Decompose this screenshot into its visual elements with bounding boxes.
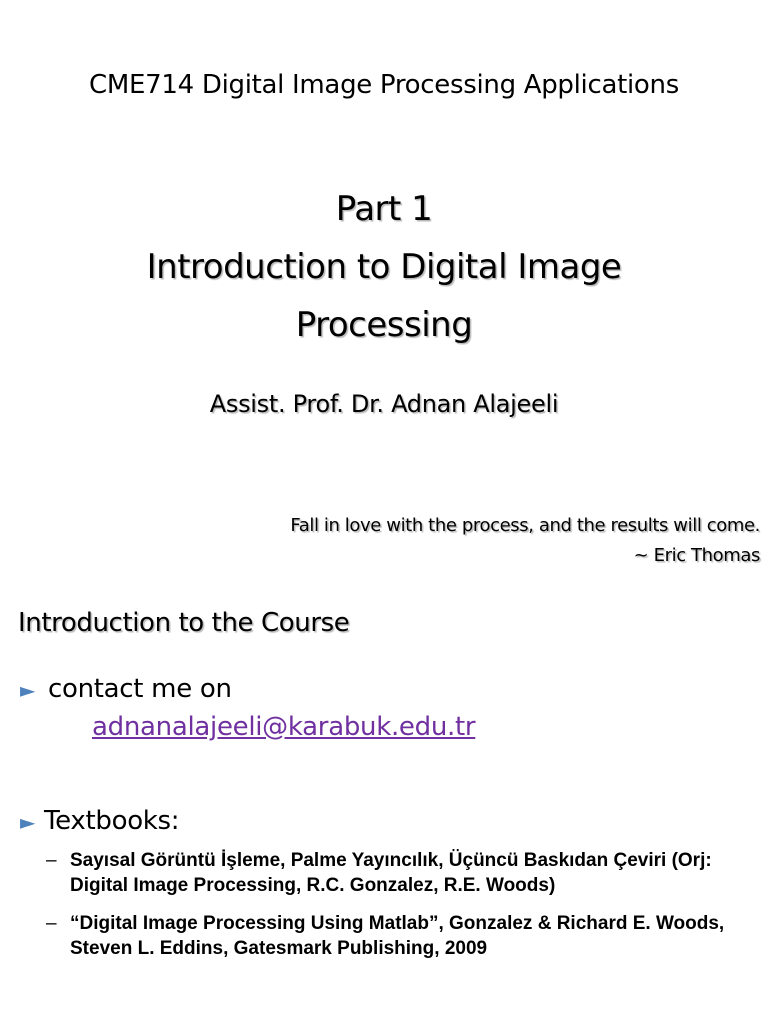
part-title-line-2: Processing [295, 305, 473, 345]
section-heading: Introduction to the Course [18, 608, 350, 638]
triangle-right-icon: ► [20, 810, 36, 834]
textbook-text: Sayısal Görüntü İşleme, Palme Yayıncılık, Üçüncü Baskıdan Çeviri (Orj: Digital Image Processing, R.C. Gonzalez, R.E. Woods) [70, 850, 712, 896]
course-title: CME714 Digital Image Processing Applications [89, 70, 679, 100]
textbook-text: “Digital Image Processing Using Matlab”, Gonzalez & Richard E. Woods, Steven L. Eddins, Gatesmark Publishing, 2009 [70, 913, 725, 959]
textbooks-bullet [20, 806, 179, 836]
textbook-item [46, 911, 758, 961]
contact-bullet [20, 674, 232, 704]
quote [290, 511, 760, 571]
textbooks-label: Textbooks: [44, 806, 180, 836]
author-name: Assist. Prof. Dr. Adnan Alajeeli [209, 390, 559, 418]
dash-marker: – [46, 913, 57, 934]
part-title [0, 180, 768, 354]
contact-label: contact me on [48, 674, 232, 704]
triangle-right-icon: ► [20, 678, 36, 702]
textbook-item [46, 848, 758, 898]
part-title-line-1: Introduction to Digital Image [146, 247, 622, 287]
email-link[interactable]: adnanalajeeli@karabuk.edu.tr [92, 712, 476, 742]
dash-marker: – [46, 850, 57, 871]
quote-text: Fall in love with the process, and the results will come. [290, 515, 760, 536]
part-number: Part 1 [335, 189, 433, 229]
quote-attribution: ~ Eric Thomas [633, 545, 760, 566]
